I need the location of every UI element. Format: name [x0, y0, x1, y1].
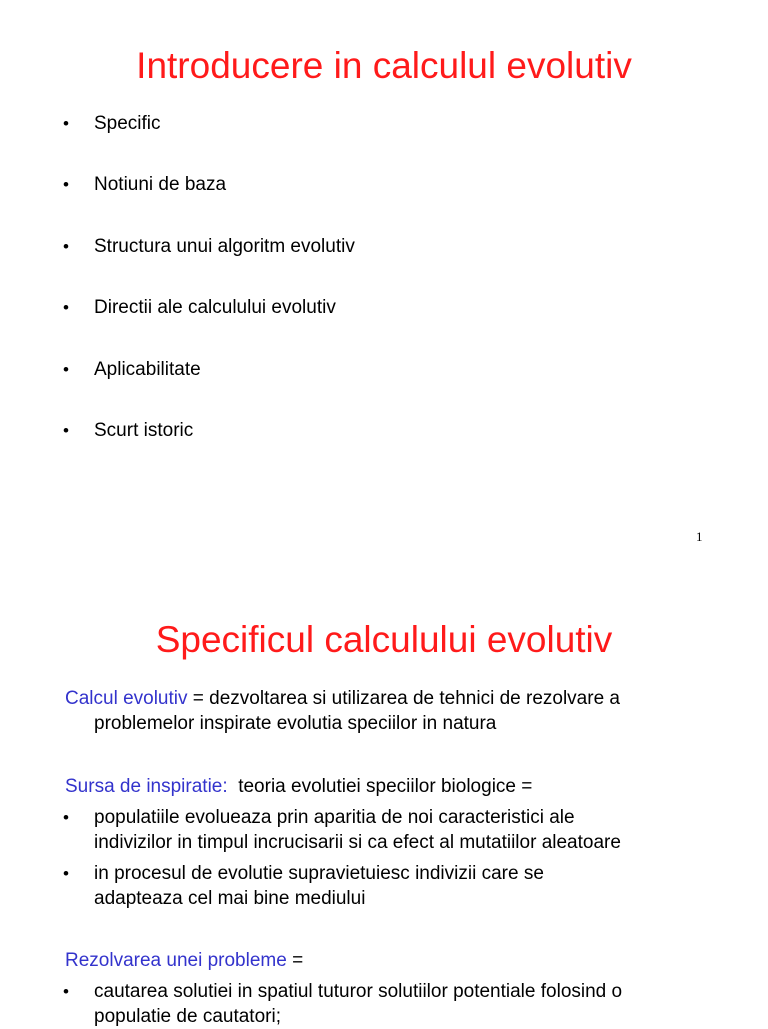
- bullet-icon: •: [63, 237, 69, 256]
- inspiration-paragraph: [65, 774, 725, 799]
- inspiration-bullet-line-1: populatiile evolueaza prin aparitia de noi caracteristici ale: [94, 807, 575, 828]
- inspiration-bullet-line-1: in procesul de evolutie supravietuiesc indivizii care se: [94, 863, 544, 884]
- definition-term: Calcul evolutiv: [65, 688, 188, 709]
- solving-bullet-line-2: populatie de cautatori;: [94, 1006, 281, 1027]
- bullet-icon: •: [63, 114, 69, 133]
- bullet-text: Specific: [94, 113, 161, 134]
- slide-1-title: Introducere in calculul evolutiv: [136, 45, 632, 86]
- bullet-icon: •: [63, 360, 69, 379]
- inspiration-line: [65, 774, 725, 799]
- inspiration-bullet-line-2: adapteaza cel mai bine mediului: [94, 888, 366, 909]
- bullet-icon: •: [63, 808, 69, 827]
- bullet-text: Structura unui algoritm evolutiv: [94, 236, 355, 257]
- solving-bullet-line-1: cautarea solutiei in spatiul tuturor solutiilor potentiale folosind o: [94, 981, 623, 1002]
- bullet-text: Aplicabilitate: [94, 359, 201, 380]
- inspiration-bullet-line-2: indivizilor in timpul incrucisarii si ca efect al mutatiilor aleatoare: [94, 832, 621, 853]
- solving-paragraph: [65, 948, 725, 973]
- bullet-text: Scurt istoric: [94, 420, 194, 441]
- solving-line: [65, 948, 725, 973]
- definition-line-1: [65, 686, 725, 711]
- bullet-icon: •: [63, 982, 69, 1001]
- bullet-text: Directii ale calculului evolutiv: [94, 297, 336, 318]
- bullet-icon: •: [63, 421, 69, 440]
- definition-text: = dezvoltarea si utilizarea de tehnici de rezolvare a: [187, 688, 620, 709]
- definition-paragraph: [65, 686, 725, 736]
- solving-text: =: [286, 950, 304, 971]
- solving-term: Rezolvarea unei probleme: [65, 950, 287, 971]
- bullet-icon: •: [63, 175, 69, 194]
- page-number: 1: [696, 529, 703, 544]
- slide-2: [0, 576, 768, 1027]
- definition-line-2: problemelor inspirate evolutia speciilor in natura: [94, 713, 497, 734]
- inspiration-text: teoria evolutiei speciilor biologice =: [227, 776, 533, 797]
- bullet-text: Notiuni de baza: [94, 174, 227, 195]
- bullet-icon: •: [63, 298, 69, 317]
- bullet-icon: •: [63, 864, 69, 883]
- slide-2-title: Specificul calculului evolutiv: [155, 619, 613, 660]
- inspiration-term: Sursa de inspiratie:: [65, 776, 228, 797]
